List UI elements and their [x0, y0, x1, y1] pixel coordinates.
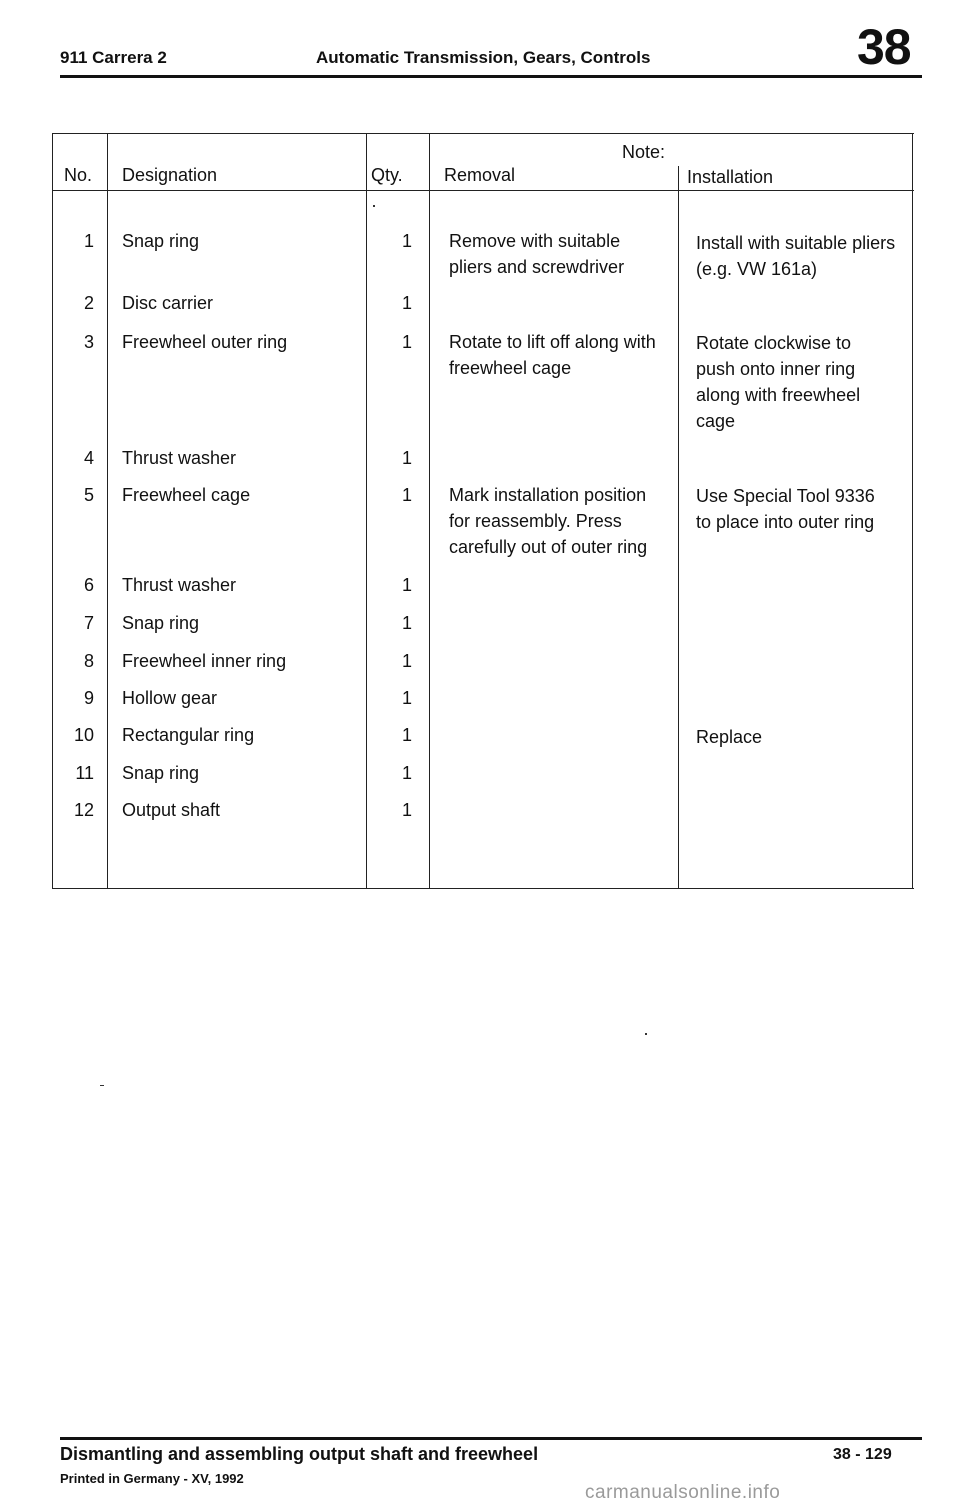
row-6-no: 6: [83, 575, 94, 595]
col-divider-qty: [429, 133, 430, 889]
row-7-designation: Snap ring: [122, 613, 200, 633]
row-11-no: 11: [75, 763, 94, 783]
row-7-qty: 1: [401, 613, 412, 633]
table-top-border: [52, 133, 914, 134]
col-header-designation: Designation: [122, 165, 218, 185]
row-5-installation: Use Special Tool 9336 to place into outer ring: [696, 486, 875, 532]
footer-title: Dismantling and assembling output shaft and freewheel: [60, 1444, 539, 1464]
row-4-no: 4: [83, 448, 94, 468]
row-12-no: 12: [73, 800, 94, 820]
row-9-no: 9: [83, 688, 94, 708]
row-7-no: 7: [83, 613, 94, 633]
row-10-installation: Replace: [696, 727, 763, 747]
table-bottom-border: [52, 888, 914, 889]
row-2-designation: Disc carrier: [122, 293, 214, 313]
col-divider-removal: [678, 166, 679, 889]
table-left-border: [52, 133, 53, 889]
row-3-qty: 1: [401, 332, 412, 352]
row-6-designation: Thrust washer: [122, 575, 237, 595]
row-10-qty: 1: [401, 725, 412, 745]
col-divider-designation: [366, 133, 367, 889]
row-9-designation: Hollow gear: [122, 688, 218, 708]
row-3-designation: Freewheel outer ring: [122, 332, 288, 352]
table-header-divider: [52, 190, 914, 191]
row-3-no: 3: [83, 332, 94, 352]
scan-speck: [373, 205, 375, 207]
col-divider-no: [107, 133, 108, 889]
row-11-qty: 1: [401, 763, 412, 783]
row-4-qty: 1: [401, 448, 412, 468]
row-1-no: 1: [83, 231, 94, 251]
row-4-designation: Thrust washer: [122, 448, 237, 468]
row-3-removal: Rotate to lift off along with freewheel cage: [449, 332, 656, 378]
row-2-no: 2: [83, 293, 94, 313]
row-1-removal: Remove with suitable pliers and screwdriver: [449, 231, 625, 277]
table-right-border: [912, 133, 913, 889]
note-label: Note:: [622, 142, 666, 162]
scan-speck: [645, 1033, 647, 1035]
header-model: 911 Carrera 2: [60, 48, 167, 67]
row-5-removal: Mark installation position for reassembly. Press carefully out of outer ring: [449, 485, 648, 557]
row-10-no: 10: [73, 725, 94, 745]
row-12-designation: Output shaft: [122, 800, 221, 820]
row-1-qty: 1: [401, 231, 412, 251]
header-group-number: 38: [857, 19, 911, 75]
row-12-qty: 1: [401, 800, 412, 820]
row-2-qty: 1: [401, 293, 412, 313]
row-5-qty: 1: [401, 485, 412, 505]
row-3-installation: Rotate clockwise to push onto inner ring along with freewheel cage: [696, 333, 861, 431]
col-header-installation: Installation: [687, 167, 774, 187]
row-1-designation: Snap ring: [122, 231, 200, 251]
row-11-designation: Snap ring: [122, 763, 200, 783]
footer-divider: [60, 1437, 922, 1440]
header-divider: [60, 75, 922, 78]
row-1-installation: Install with suitable pliers (e.g. VW 161a): [696, 233, 896, 279]
row-9-qty: 1: [401, 688, 412, 708]
row-6-qty: 1: [401, 575, 412, 595]
row-8-qty: 1: [401, 651, 412, 671]
col-header-removal: Removal: [444, 165, 516, 185]
col-header-qty: Qty.: [371, 165, 403, 185]
header-section-title: Automatic Transmission, Gears, Controls: [316, 48, 651, 67]
row-8-designation: Freewheel inner ring: [122, 651, 287, 671]
footer-printed-note: Printed in Germany - XV, 1992: [60, 1471, 244, 1486]
row-10-designation: Rectangular ring: [122, 725, 255, 745]
footer-page-number: 38 - 129: [833, 1446, 892, 1463]
scan-speck: [100, 1085, 104, 1086]
watermark: carmanualsonline.info: [585, 1482, 781, 1503]
row-5-no: 5: [83, 485, 94, 505]
row-5-designation: Freewheel cage: [122, 485, 251, 505]
row-8-no: 8: [83, 651, 94, 671]
col-header-no: No.: [64, 165, 93, 185]
